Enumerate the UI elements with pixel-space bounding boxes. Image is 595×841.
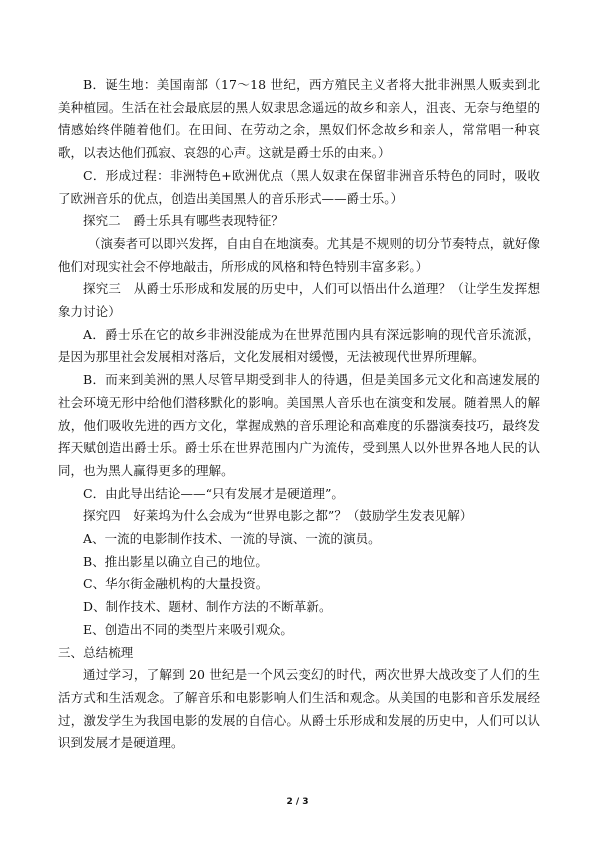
section-title-summary: 三、总结梳理 [58,644,134,660]
paragraph-inquiry-two-answer: （演奏者可以即兴发挥，自由自在地演奏。尤其是不规则的切分节奏特点，就好像他们对现实社会不停地敲击，所形成的风格和特色特别丰富多彩。） [58,235,540,274]
paragraph-inquiry-four-a: A、一流的电影制作技术、一流的导演、一流的演员。 [83,531,381,547]
paragraph-inquiry-four: 探究四 好莱坞为什么会成为“世界电影之都”？（鼓励学生发表见解） [83,508,473,524]
paragraph-inquiry-three: 探究三 从爵士乐形成和发展的历史中，人们可以悟出什么道理？（让学生发挥想象力讨论） [58,281,540,320]
paragraph-formation-process: C．形成过程：非洲特色+欧洲优点（黑人奴隶在保留非洲音乐特色的同时，吸收了欧洲音乐的优点，创造出美国黑人的音乐形式——爵士乐。） [58,167,540,206]
paragraph-summary: 通过学习，了解到 20 世纪是一个风云变幻的时代，两次世界大战改变了人们的生活方式和生活观念。了解音乐和电影影响人们生活和观念。从美国的电影和音乐发展经过，激发学生为我国电影的发展的自信心。从爵士乐形成和发展的历史中，人们可以认识到发展才是硬道理。 [58,667,540,751]
paragraph-inquiry-four-b: B、推出影星以确立自己的地位。 [83,553,268,569]
paragraph-inquiry-four-c: C、华尔街金融机构的大量投资。 [83,576,269,592]
paragraph-inquiry-four-e: E、创造出不同的类型片来吸引观众。 [83,621,293,637]
paragraph-birthplace: B．诞生地：美国南部（17～18 世纪，西方殖民主义者将大批非洲黑人贩卖到北美种植园。生活在社会最底层的黑人奴隶思念遥远的故乡和亲人，沮丧、无奈与绝望的情感始终伴随着他们。在田间、在劳动之余，黑奴们怀念故乡和亲人，常常唱一种哀歌，以表达他们孤寂、哀怨的心声。这就是爵士乐的由来。） [58,77,540,161]
document-body [58,74,540,755]
paragraph-inquiry-three-c: C．由此导出结论——“只有发展才是硬道理”。 [83,485,344,501]
paragraph-inquiry-two: 探究二 爵士乐具有哪些表现特征？ [83,213,284,229]
page-number: 2 / 3 [286,797,309,807]
paragraph-inquiry-three-b: B．而来到美洲的黑人尽管早期受到非人的待遇，但是美国多元文化和高速发展的社会环境无形中给他们潜移默化的影响。美国黑人音乐也在演变和发展。随着黑人的解放，他们吸收先进的西方文化，掌握成熟的音乐理论和高难度的乐器演奏技巧，最终发挥天赋创造出爵士乐。爵士乐在世界范围内广为流传，受到黑人以外世界各地人民的认同，也为黑人赢得更多的理解。 [58,372,540,478]
paragraph-inquiry-three-a: A．爵士乐在它的故乡非洲没能成为在世界范围内具有深远影响的现代音乐流派，是因为那里社会发展相对落后，文化发展相对缓慢，无法被现代世界所理解。 [58,326,540,365]
paragraph-inquiry-four-d: D、制作技术、题材、制作方法的不断革新。 [83,599,332,615]
